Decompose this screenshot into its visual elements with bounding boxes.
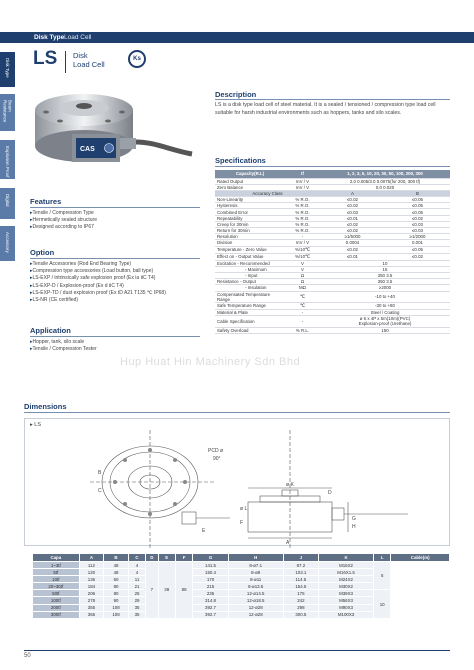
option-list	[30, 261, 210, 304]
category-title: Disk Type	[34, 34, 65, 41]
spec-row-zero-balance: Zero Balance mV / V 0.0 0.020	[215, 184, 450, 190]
spec-row: Resolution - ≥1/5000 ≥1/2000	[215, 234, 450, 240]
table-row: 200tf 355 108 35 392.7 12-ø28 298 M90X3	[33, 604, 450, 611]
model-subtitle: Disk Load Cell	[73, 51, 105, 69]
table-row: 100tf 278 90 29 314.8 12-ø18.5 242 M56X3	[33, 597, 450, 604]
spec-row: Repeatability % R.O. ≤0.01 ≤0.02	[215, 215, 450, 221]
list-item: ▸ LS-EXP-TD / dust explosion proof (Ex tD A21 T135 ℃ IP68)	[30, 290, 210, 297]
list-item: ▸ LS-EXP-D / Explosion-proof (Ex d ⅡC T4)	[30, 283, 210, 290]
svg-text:E: E	[202, 528, 206, 534]
spec-row-rated-output: Rated Output mV / V 2.0 0.005/3.0 0.0075(for 200, 300 tf)	[215, 178, 450, 184]
tab-digital[interactable]: Digital	[0, 188, 15, 220]
description-text: LS is a disk type load cell of steel material. It is a sealed / tensioned / compression type load cell suitable for harsh industrial environments such as hoppers, tanks and silo scales.	[215, 102, 436, 116]
option-divider	[30, 258, 200, 259]
features-divider	[30, 207, 200, 208]
svg-text:A: A	[286, 540, 290, 546]
dimensions-title: Dimensions	[24, 402, 67, 411]
table-row: 300tf 355 108 35 392.7 12-ø28 300.5 M100X3	[33, 611, 450, 618]
application-list	[30, 339, 205, 353]
spec-row-temp-zero: Temperature - Zero Value %/10℃ ≤0.02 ≤0.05	[215, 246, 450, 253]
table-row: 50tf 206 80 25 235 12-ø14.5 175 M39X3 10	[33, 590, 450, 597]
application-divider	[30, 336, 200, 337]
technical-drawing	[90, 430, 420, 548]
spec-row: Compensated Temperature Range ℃ -10 to +40	[215, 291, 450, 302]
category-bar	[0, 32, 474, 43]
spec-row: - Insulation MΩ ≥2000	[215, 285, 450, 291]
svg-text:D: D	[328, 490, 332, 496]
list-item: ▸ Tensile Accessories (Rod End Bearing Type)	[30, 261, 210, 268]
category-subtitle: Load Cell	[64, 34, 92, 41]
list-item: ▸ Compression type accessories (Load button, ball type)	[30, 268, 210, 275]
footer-divider	[24, 650, 450, 651]
spec-row-excitation: Excitation - Recommended V 10	[215, 260, 450, 266]
spec-row: Safe Temperature Range ℃ -30 to +80	[215, 302, 450, 309]
svg-text:90°: 90°	[213, 456, 221, 462]
tab-explosion-proof[interactable]: Explosion Proof	[0, 140, 15, 180]
spec-row: Hysteresis % R.O. ≤0.02 ≤0.05	[215, 203, 450, 209]
spec-row: - Maximum V 15	[215, 266, 450, 272]
table-row: 5tf 120 48 4 150.4 8-ø9 103.1 M16X1.5	[33, 569, 450, 576]
list-item: ▸ Hermetically sealed structure	[30, 217, 205, 224]
model-name: LS	[33, 48, 58, 69]
application-title: Application	[30, 326, 71, 335]
dimensions-divider	[24, 412, 450, 413]
product-photo	[30, 82, 195, 192]
tab-beam-resistance[interactable]: Beam Resistance	[0, 94, 15, 132]
spec-row: Combined Error % R.O. ≤0.03 ≤0.05	[215, 209, 450, 215]
table-row: 1~3tf 112 48 4 7 38 88 141.5 8-ø7.1 97.2 M16X2 5	[33, 562, 450, 569]
spec-row: Creep for 30min % R.O. ≤0.02 ≤0.03	[215, 221, 450, 227]
svg-text:G: G	[352, 516, 356, 522]
table-row: 20~30tf 184 80 21 215 8-ø13.5 154.5 M30X2	[33, 583, 450, 590]
spec-row: Division mV / V 0.0004 0.001	[215, 240, 450, 246]
brand-label: CAS	[80, 146, 95, 153]
dimensions-table	[32, 553, 450, 619]
tab-disk-type[interactable]: Disk Type	[0, 52, 15, 88]
svg-text:H: H	[352, 524, 356, 530]
page-number: 50	[24, 653, 31, 659]
svg-text:PCD ø: PCD ø	[208, 448, 223, 454]
list-item: ▸ Tensile / Compression Tester	[30, 346, 205, 353]
list-item: ▸ LS-NR (CE certified)	[30, 297, 210, 304]
spec-row-material: Material & Plate - Steel / Coating	[215, 309, 450, 315]
drawing-tag: ▸ LS	[30, 422, 42, 428]
header-divider	[65, 51, 66, 73]
spec-header-row: Capacity(R.L) tf 1, 2, 3, 5, 10, 20, 30, 50, 100, 200, 300	[215, 170, 450, 178]
features-list	[30, 210, 205, 232]
specifications-title: Specifications	[215, 156, 266, 165]
spec-row: - Input Ω 350 3.5	[215, 272, 450, 278]
svg-text:C: C	[98, 488, 102, 494]
svg-text:ø L: ø L	[240, 506, 248, 512]
spec-row-temp-output: Effect on - Output Value %/10℃ ≤0.01 ≤0.02	[215, 253, 450, 260]
spec-row-cable: Cable Specification - ø 6 x 4P x 5m(10m)(PVC) Explosion-proof (Urethane)	[215, 315, 450, 327]
spec-row-accuracy-class: Accuracy Class A B	[215, 190, 450, 196]
specifications-table	[215, 170, 450, 334]
spec-row-resistance: Resistance - Output Ω 350 3.5	[215, 279, 450, 285]
list-item: ▸ Tensile / Compression Type	[30, 210, 205, 217]
top-margin	[0, 0, 474, 32]
spec-row: Return for 30min % R.O. ≤0.02 ≤0.03	[215, 228, 450, 234]
specifications-divider	[215, 166, 450, 167]
table-row: 10tf 136 60 11 170 8-ø11 114.5 M24X2	[33, 576, 450, 583]
svg-text:B: B	[98, 470, 102, 476]
option-title: Option	[30, 248, 55, 257]
list-item: ▸ Hopper, tank, silo scale	[30, 339, 205, 346]
svg-text:F: F	[240, 520, 244, 526]
svg-text:ø K: ø K	[286, 482, 294, 488]
dims-header-row: Capa A B C D E F G H J K L Cable(m)	[33, 554, 450, 562]
description-title: Description	[215, 90, 257, 99]
list-item: ▸ LS-EXP / intrinsically safe explosion proof (Ex ia ⅡC T4)	[30, 275, 210, 282]
watermark: Hup Huat Hin Machinery Sdn Bhd	[120, 356, 301, 368]
features-title: Features	[30, 197, 62, 206]
description-divider	[215, 99, 450, 100]
list-item: ▸ Designed according to IP67	[30, 224, 205, 231]
spec-row-overload: Safety Overload % R.L. 150	[215, 327, 450, 333]
kcs-mark-icon: Ks	[128, 50, 146, 68]
tab-accessory[interactable]: Accessory	[0, 226, 15, 262]
spec-row: Non-Linearity % R.O. ≤0.02 ≤0.05	[215, 197, 450, 203]
